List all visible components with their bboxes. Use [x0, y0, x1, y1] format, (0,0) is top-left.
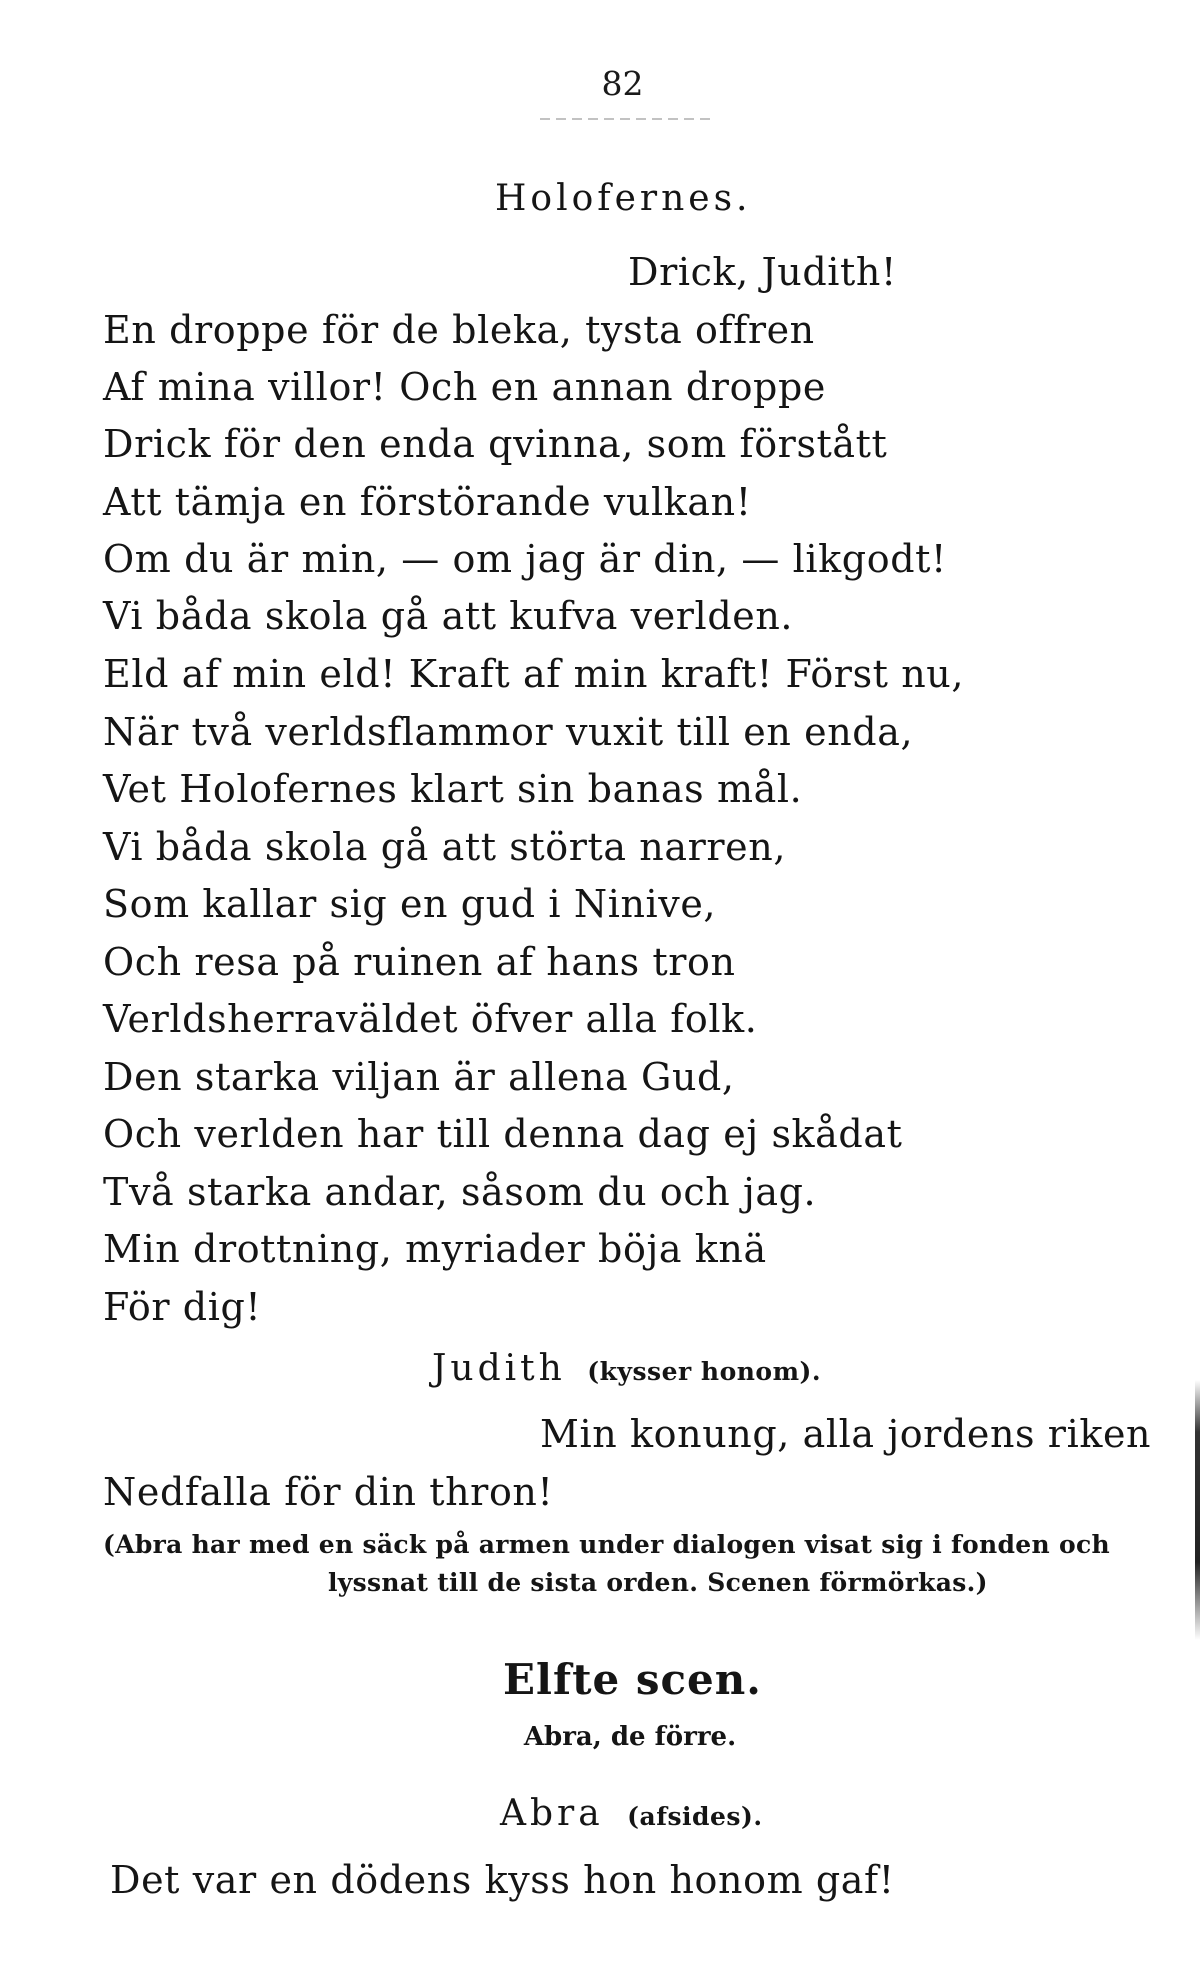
verse-line: För dig! [103, 1285, 262, 1329]
verse-line: Vi båda skola gå att kufva verlden. [103, 594, 794, 638]
speaker-name: Judith [432, 1348, 566, 1389]
header-rule [540, 118, 710, 120]
scan-edge-shadow [1195, 1380, 1200, 1640]
verse-line: Som kallar sig en gud i Ninive, [103, 882, 717, 926]
verse-line: Drick för den enda qvinna, som förstått [103, 422, 888, 466]
scene-characters: Abra, de förre. [523, 1722, 737, 1752]
speaker-judith [432, 1348, 821, 1389]
page-number: 82 [601, 64, 644, 103]
speaker-holofernes: Holofernes. [495, 178, 752, 219]
verse-line: Att tämja en förstörande vulkan! [103, 480, 752, 524]
verse-line: Två starka andar, såsom du och jag. [103, 1170, 817, 1214]
verse-line: Nedfalla för din thron! [103, 1470, 554, 1514]
verse-line: Om du är min, — om jag är din, — likgodt! [103, 537, 947, 581]
verse-line: Och resa på ruinen af hans tron [103, 940, 736, 984]
speaker-name: Abra [500, 1793, 604, 1834]
verse-line: När två verldsflammor vuxit till en enda, [103, 710, 914, 754]
verse-line: Af mina villor! Och en annan droppe [103, 365, 826, 409]
speaker-abra [500, 1793, 763, 1834]
verse-line: Vet Holofernes klart sin banas mål. [103, 767, 803, 811]
stage-note-line-2: lyssnat till de sista orden. Scenen förmörkas.) [328, 1568, 988, 1597]
stage-direction: (afsides). [627, 1802, 763, 1831]
stage-note-line-1: (Abra har med en säck på armen under dialogen visat sig i fonden och [103, 1530, 1110, 1559]
verse-line: Det var en dödens kyss hon honom gaf! [110, 1858, 895, 1902]
verse-line: Och verlden har till denna dag ej skådat [103, 1112, 903, 1156]
verse-line: Min konung, alla jordens riken [540, 1412, 1152, 1456]
stage-direction: (kysser honom). [587, 1357, 822, 1386]
verse-line: Vi båda skola gå att störta narren, [103, 825, 786, 869]
verse-line: Den starka viljan är allena Gud, [103, 1055, 735, 1099]
verse-line: Min drottning, myriader böja knä [103, 1227, 767, 1271]
scene-title: Elfte scen. [503, 1655, 762, 1704]
verse-line: En droppe för de bleka, tysta offren [103, 308, 815, 352]
verse-line: Verldsherraväldet öfver alla folk. [103, 997, 758, 1041]
verse-line: Drick, Judith! [628, 250, 897, 294]
verse-line: Eld af min eld! Kraft af min kraft! Först nu, [103, 652, 965, 696]
